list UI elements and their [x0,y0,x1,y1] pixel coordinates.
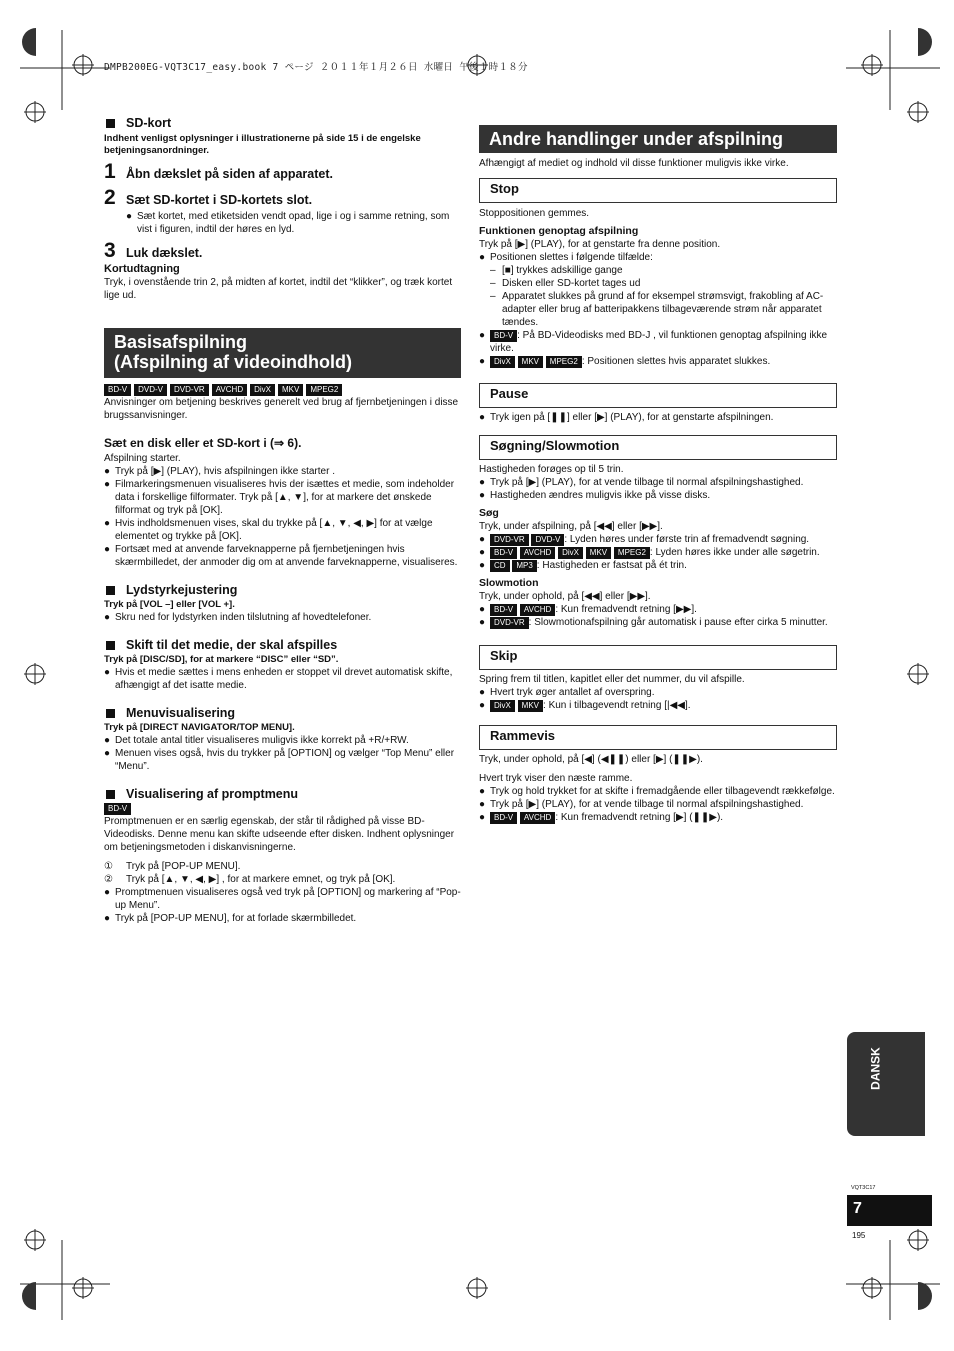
kortudtagning-title: Kortudtagning [104,263,180,275]
media-tag: MKV [278,384,303,396]
sog-text: Tryk, under afspilning, på [◀◀] eller [▶▶]. [479,521,663,532]
basis-title-2: (Afspilning af videoindhold) [114,352,352,372]
media-tag: AVCHD [212,384,247,396]
print-header: DMPB200EG-VQT3C17_easy.book 7 ページ ２０１１年１月２６日 水曜日 午後１時１８分 [104,62,528,73]
media-tag: CD [490,560,510,572]
menu-bullet: Det totale antal titler visualiseres muligvis ikke korrekt på +R/+RW. [115,735,409,746]
media-tag: DivX [490,356,515,368]
prompt-step-2: Tryk på [▲, ▼, ◀, ▶] , for at markere emnet, og tryk på [OK]. [126,874,396,885]
page-code: VQT3C17 [851,1185,876,1191]
page-number: 7 [847,1195,932,1226]
skift-sub: Tryk på [DISC/SD], for at markere “DISC” eller “SD”. [104,654,339,665]
step-2: Sæt SD-kortet i SD-kortets slot. [126,193,313,207]
media-tag: DVD-V [134,384,167,396]
step-2-detail: Sæt kortet, med etiketsiden vendt opad, lige i og i samme retning, som vist i figuren, indtil der høres en lyd. [137,211,450,235]
media-tag: BD-V [490,330,517,342]
media-tag: BD-V [490,547,517,559]
media-tag: DivX [490,700,515,712]
media-tag: DivX [558,547,583,559]
media-tag: DivX [250,384,275,396]
stop-bullet: Positionen slettes i følgende tilfælde: [490,252,653,263]
language-tab [847,1032,925,1136]
sog-bullet: Tryk på [▶] (PLAY), for at vende tilbage til normal afspilningshastighed. [490,477,804,488]
lyd-bullet: Skru ned for lydstyrken inden tilslutning af hovedtelefoner. [115,612,372,623]
media-tag: BD-V [104,384,131,396]
lyd-title: Lydstyrkejustering [126,583,238,597]
step-number: ① [104,861,113,872]
prompt-text: Promptmenuen er en særlig egenskab, der står til rådighed på visse BD-Videodisks. Denne menu kan skifte udseende efter disken. Indhent oplysninger om betjeningsmetoden i diskanvisningerne. [104,816,455,853]
basis-bullet: Hvis indholdsmenuen vises, skal du trykke på [▲, ▼, ◀, ▶] for at vælge elementet og trykke på [OK]. [115,518,433,542]
media-tag: DVD-VR [490,617,529,629]
insert-disc: Sæt en disk eller et SD-kort i (⇒ 6). [104,436,302,450]
media-tag: DVD-VR [490,534,529,546]
sog-box: Søgning/Slowmotion [479,435,837,460]
sog-t1: Hastigheden forøges op til 5 trin. [479,464,624,475]
skip-t1: Spring frem til titlen, kapitlet eller det nummer, du vil afspille. [479,674,745,685]
stop-t2: Tryk på [▶] (PLAY), for at genstarte fra denne position. [479,239,721,250]
pause-box: Pause [479,383,837,408]
stop-box: Stop [479,178,837,203]
sog-bullet: Hastigheden ændres muligvis ikke på visse disks. [490,490,711,501]
basis-bullet: Fortsæt med at anvende farveknapperne på fjernbetjeningen hvis skærmbilledet, der anmoder dig om at anvende farveknapperne, visualiseres. [115,544,458,568]
andre-intro: Afhængigt af mediet og indhold vil disse funktioner muligvis ikke virke. [479,158,789,169]
skip-bullet: Hvert tryk øger antallet af overspring. [490,687,655,698]
menu-bullet: Menuen vises også, hvis du trykker på [OPTION] og vælger “Top Menu” eller “Menu”. [115,748,455,772]
media-tag: AVCHD [520,812,555,824]
square-bullet-icon [106,119,115,128]
step-3: Luk dækslet. [126,246,203,260]
pause-bullet: Tryk igen på [❚❚] eller [▶] (PLAY), for at genstarte afspilningen. [490,412,774,423]
media-tag: BD-V [490,604,517,616]
media-tag: MKV [586,547,611,559]
square-bullet-icon [106,790,115,799]
media-tag: MPEG2 [306,384,342,396]
stop-bullet: : Positionen slettes hvis apparatet slukkes. [581,356,771,367]
prompt-bullet: Tryk på [POP-UP MENU], for at forlade skærmbilledet. [115,913,357,924]
step-number: ② [104,874,113,885]
stop-bullet: : På BD-Videodisks med BD-J , vil funktionen genoptag afspilning ikke virke. [490,330,828,354]
sog-bullet: : Lyden høres under første trin af fremadvendt søgning. [564,534,810,545]
media-tag: AVCHD [520,547,555,559]
prompt-title: Visualisering af promptmenu [126,787,299,801]
sog-bullet: : Lyden høres ikke under alle søgetrin. [649,547,820,558]
left-column: SD-kort Indhent venligst oplysninger i illustrationerne på side 15 i de engelske betjeningsanordninger. 1 Åbn dækslet på siden af apparatet. 2 Sæt SD-kortet i SD-kortets slot. ● Sæt kortet, med etiketsiden vendt opad, lige i og i samme retning, som vist i figuren, indtil der høres en lyd. 3 Luk dækslet. Kortudtagning Tryk, i ovenstående trin 2, på midten af kortet, indtil det “klikker”, og træk kortet lige ud. Basisafspilning (Afspilning af videoindhold) BD-V DVD-V DVD-VR AVCHD DivX MKV MPEG2 Anvisninger om betjening beskrives generelt ved brug af fjernbetjeningen i disse brugssanvisninger. Sæt en disk eller et SD-kort i (⇒ 6). Afspilning starter. ● Tryk på [▶] (PLAY), hvis afspilningen ikke starter . ● Filmarkeringsmenuen visualiseres hvis der isættes et medie, som indeholder data i forskellige filformater. Tryk på [▲, ▼], for at markere det ønskede filformat og tryk på [OK]. ● Hvis indholdsmenuen vises, skal du trykke på [▲, ▼, ◀, ▶] for at vælge elementet og trykke på [OK]. ● Fortsæt med at anvende farveknapperne på fjernbetjeningen hvis skærmbilledet, der anmoder dig om at anvende farveknapperne, visualiseres. Lydstyrkejustering Tryk på [VOL –] eller [VOL +]. ● Skru ned for lydstyrken inden tilslutning af hovedtelefoner. Skift til det medie, der skal afspilles Tryk på [DISC/SD], for at markere “DISC” eller “SD”. ● Hvis et medie sættes i mens enheden er stoppet vil drevet automatisk skifte, afhængigt af det isatte medie. Menuvisualisering Tryk på [DIRECT NAVIGATOR/TOP MENU]. ● Det totale antal titler visualiseres muligvis ikke korrekt på +R/+RW. ● Menuen vises også, hvis du trykker på [OPTION] og vælger “Top Menu” eller “Menu”. Visualisering af promptmenu BD-V Promptmenuen er en særlig egenskab, der står til rådighed på visse BD-Videodisks. Denne menu kan skifte udseende efter disken. Indhent oplysninger om betjeningsmetoden i diskanvisningerne. ① Tryk på [POP-UP MENU]. ② Tryk på [▲, ▼, ◀, ▶] , for at markere emnet, og tryk på [OK]. ● Promptmenuen visualiseres også ved tryk på [OPTION] og markering af “Pop-up Menu”. ● Tryk på [POP-UP MENU], for at forlade skærmbilledet. [104,116,461,924]
right-column: Andre handlinger under afspilning Afhængigt af mediet og indhold vil disse funktioner muligvis ikke virke. Stop Stoppositionen gemmes. Funktionen genoptag afspilning Tryk på [▶] (PLAY), for at genstarte fra denne position. ● Positionen slettes i følgende tilfælde: – [■] trykkes adskillige gange – Disken eller SD-kortet tages ud – Apparatet slukkes på grund af for eksempel strømsvigt, frakobling af AC-adapter eller brug af batteripakkens tilbageværende strøm når apparatet tændes. ● BD-V : På BD-Videodisks med BD-J , vil funktionen genoptag afspilning ikke virke. ● DivX MKV MPEG2 : Positionen slettes hvis apparatet slukkes. Pause ● Tryk igen på [❚❚] eller [▶] (PLAY), for at genstarte afspilningen. Søgning/Slowmotion Hastigheden forøges op til 5 trin. ● Tryk på [▶] (PLAY), for at vende tilbage til normal afspilningshastighed. ● Hastigheden ændres muligvis ikke på visse disks. Søg Tryk, under afspilning, på [◀◀] eller [▶▶]. ● DVD-VR DVD-V : Lyden høres under første trin af fremadvendt søgning. ● BD-V AVCHD DivX MKV MPEG2 : Lyden høres ikke under alle søgetrin. ● CD MP3 : Hastigheden er fastsat på ét trin. Slowmotion Tryk, under ophold, på [◀◀] eller [▶▶]. ● BD-V AVCHD : Kun fremadvendt retning [▶▶]. ● DVD-VR : Slowmotionafspilning går automatisk i pause efter cirka 5 minutter. Skip Spring frem til titlen, kapitlet eller det nummer, du vil afspille. ● Hvert tryk øger antallet af overspring. ● DivX MKV : Kun i tilbagevendt retning [|◀◀]. Rammevis Tryk, under ophold, på [◀] (◀❚❚) eller [▶] (❚❚▶). Hvert tryk viser den næste ramme. ● Tryk og hold trykket for at skifte i fremadgående eller tilbagevendt rækkefølge. ● Tryk på [▶] (PLAY), for at vende tilbage til normal afspilningshastighed. ● BD-V AVCHD : Kun fremadvendt retning [▶] (❚❚▶). [479,125,837,824]
lyd-sub: Tryk på [VOL –] eller [VOL +]. [104,599,235,610]
sog-sub: Søg [479,507,499,519]
kortudtagning-text: Tryk, i ovenstående trin 2, på midten af kortet, indtil det “klikker”, og træk kortet lige ud. [104,277,453,301]
basis-intro: Anvisninger om betjening beskrives generelt ved brug af fjernbetjeningen i disse brugssanvisninger. [104,397,459,421]
skip-box: Skip [479,645,837,670]
ramme-bullet: : Kun fremadvendt retning [▶] (❚❚▶). [555,812,724,823]
slow-bullet: : Slowmotionafspilning går automatisk i pause efter cirka 5 minutter. [528,617,828,628]
basis-header [104,328,461,378]
square-bullet-icon [106,641,115,650]
stop-text: Stoppositionen gemmes. [479,208,590,219]
prompt-bullet: Promptmenuen visualiseres også ved tryk på [OPTION] og markering af “Pop-up Menu”. [115,887,461,911]
media-tag: MPEG2 [546,356,582,368]
stop-dash: Apparatet slukkes på grund af for eksempel strømsvigt, frakobling af AC-adapter eller brug af batteripakkens tilbageværende strøm når apparatet tændes. [502,291,824,328]
andre-header: Andre handlinger under afspilning [479,125,837,153]
media-tag: MPEG2 [614,547,650,559]
language-label: DANSK [868,1047,883,1090]
media-tag: MKV [518,356,543,368]
slow-sub: Slowmotion [479,577,539,589]
media-tag: BD-V [104,803,131,815]
basis-bullet: Filmarkeringsmenuen visualiseres hvis der isættes et medie, som indeholder data i forskellige filformater. Tryk på [▲, ▼], for at markere det ønskede filformat og tryk på [OK]. [115,479,455,516]
skift-bullet: Hvis et medie sættes i mens enheden er stoppet vil drevet automatisk skifte, afhængigt af det isatte medie. [115,667,453,691]
page-number-small: 195 [852,1231,866,1240]
menu-title: Menuvisualisering [126,706,236,720]
sd-kort-title: SD-kort [126,116,172,130]
ramme-t1: Tryk, under ophold, på [◀] (◀❚❚) eller [▶] (❚❚▶). [479,754,703,765]
ramme-box: Rammevis [479,725,837,750]
basis-bullet: Tryk på [▶] (PLAY), hvis afspilningen ikke starter . [115,466,335,477]
media-tag: MP3 [512,560,536,572]
media-tag: DVD-V [531,534,564,546]
media-tag: AVCHD [520,604,555,616]
ramme-bullet: Tryk og hold trykket for at skifte i fremadgående eller tilbagevendt rækkefølge. [490,786,835,797]
media-tag: MKV [518,700,543,712]
sd-kort-note: Indhent venligst oplysninger i illustrationerne på side 15 i de engelske betjeningsanordninger. [104,133,421,156]
ramme-t2: Hvert tryk viser den næste ramme. [479,773,633,784]
basis-media-tags [104,384,461,396]
menu-sub: Tryk på [DIRECT NAVIGATOR/TOP MENU]. [104,722,295,733]
sog-bullet: : Hastigheden er fastsat på ét trin. [536,560,687,571]
prompt-step-1: Tryk på [POP-UP MENU]. [126,861,241,872]
skift-title: Skift til det medie, der skal afspilles [126,638,338,652]
basis-title-1: Basisafspilning [114,332,248,352]
playback-starts: Afspilning starter. [104,453,181,464]
square-bullet-icon [106,586,115,595]
ramme-bullet: Tryk på [▶] (PLAY), for at vende tilbage til normal afspilningshastighed. [490,799,804,810]
square-bullet-icon [106,709,115,718]
skip-bullet: : Kun i tilbagevendt retning [|◀◀]. [543,700,691,711]
media-tag: DVD-VR [170,384,209,396]
media-tag: BD-V [490,812,517,824]
stop-dash: Disken eller SD-kortet tages ud [502,278,641,289]
stop-dash: [■] trykkes adskillige gange [502,265,623,276]
slow-bullet: : Kun fremadvendt retning [▶▶]. [555,604,697,615]
stop-sub: Funktionen genoptag afspilning [479,225,639,237]
step-1: Åbn dækslet på siden af apparatet. [126,167,333,181]
slow-text: Tryk, under ophold, på [◀◀] eller [▶▶]. [479,591,651,602]
